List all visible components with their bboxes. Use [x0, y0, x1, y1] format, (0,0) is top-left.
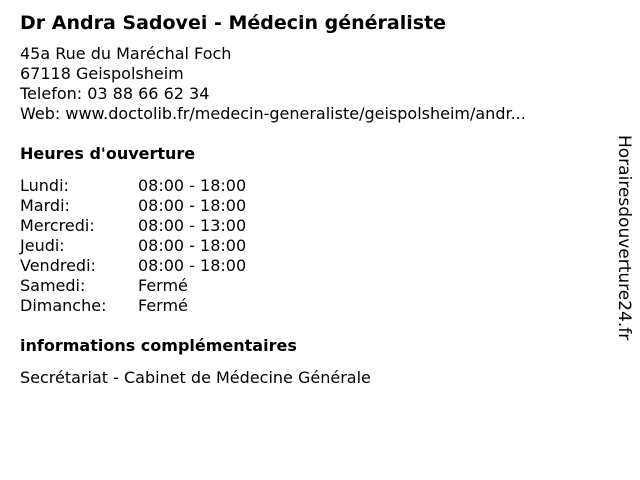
day-label: Mercredi: [20, 216, 95, 235]
listing-card [20, 10, 600, 388]
time-range: 08:00 - 18:00 [138, 176, 247, 195]
opening-hours-table [20, 176, 600, 316]
website-link[interactable]: www.doctolib.fr/medecin-generaliste/geispolsheim/andr... [65, 104, 526, 123]
address-street: 45a Rue du Maréchal Foch [20, 44, 232, 63]
hours-row-tuesday [20, 196, 600, 216]
additional-info-heading: informations complémentaires [20, 336, 297, 355]
website-row [20, 104, 600, 124]
time-range: 08:00 - 18:00 [138, 196, 247, 215]
day-label: Mardi: [20, 196, 70, 215]
site-brand-watermark [611, 135, 637, 371]
hours-row-monday [20, 176, 600, 196]
hours-row-wednesday [20, 216, 600, 236]
day-label: Jeudi: [20, 236, 65, 255]
page-title: Dr Andra Sadovei - Médecin généraliste [20, 12, 447, 34]
additional-info-text: Secrétariat - Cabinet de Médecine Générale [20, 368, 371, 387]
time-range: 08:00 - 18:00 [138, 236, 247, 255]
address-city: 67118 Geispolsheim [20, 64, 184, 83]
opening-hours-heading: Heures d'ouverture [20, 144, 196, 163]
hours-row-friday [20, 256, 600, 276]
day-label: Dimanche: [20, 296, 107, 315]
time-range: 08:00 - 13:00 [138, 216, 247, 235]
hours-row-saturday [20, 276, 600, 296]
phone-number[interactable]: Telefon: 03 88 66 62 34 [20, 84, 210, 103]
hours-row-thursday [20, 236, 600, 256]
website-label: Web: [20, 104, 66, 123]
day-label: Lundi: [20, 176, 69, 195]
hours-row-sunday [20, 296, 600, 316]
time-range: Fermé [138, 296, 188, 315]
address-block [20, 44, 600, 124]
day-label: Samedi: [20, 276, 86, 295]
day-label: Vendredi: [20, 256, 96, 275]
time-range: Fermé [138, 276, 188, 295]
time-range: 08:00 - 18:00 [138, 256, 247, 275]
site-brand-text: Horairesdouverture24.fr [614, 135, 634, 341]
